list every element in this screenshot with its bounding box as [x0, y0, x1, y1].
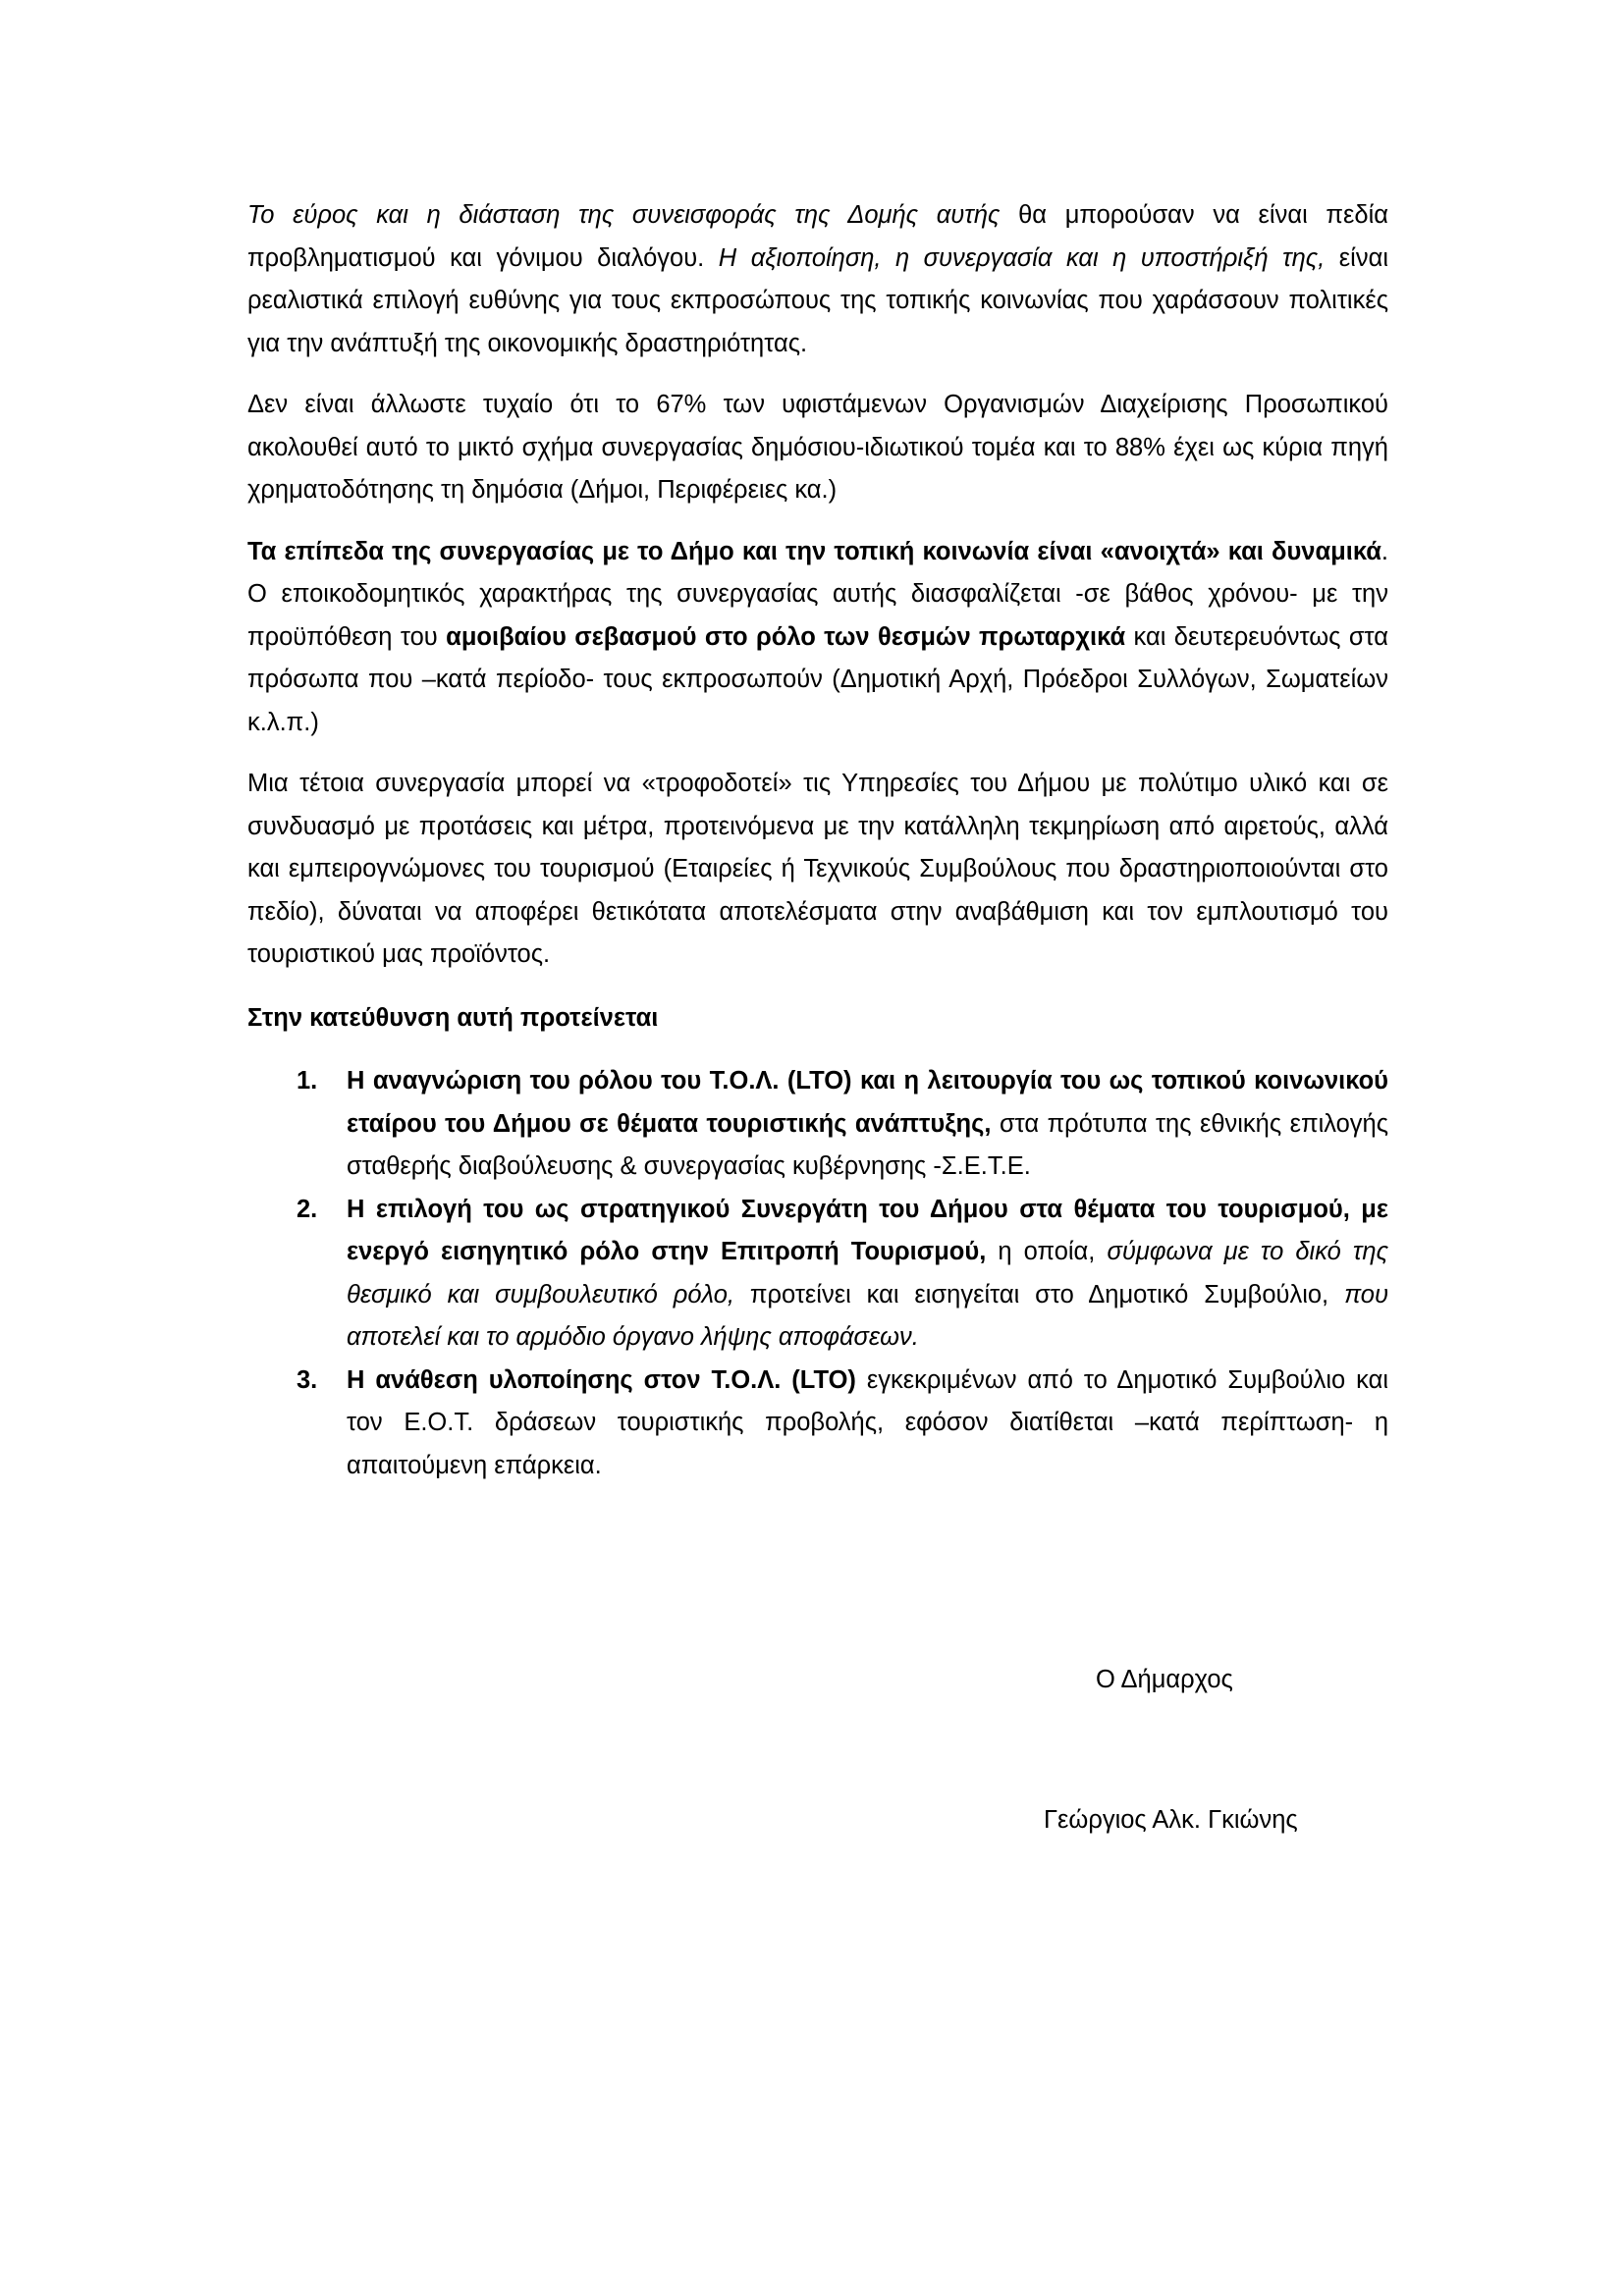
list-number: 3. [297, 1365, 318, 1394]
bold-text: Τα επίπεδα της συνεργασίας με το Δήμο και την τοπική κοινωνία είναι «ανοιχτά» και δυναμικά [247, 537, 1381, 565]
paragraph-statistics: Δεν είναι άλλωστε τυχαίο ότι το 67% των υφιστάμενων Οργανισμών Διαχείρισης Προσωπικού ακολουθεί αυτό το μικτό σχήμα συνεργασίας δημόσιου-ιδιωτικού τομέα και το 88% έχει ως κύρια πηγή χρηματοδότησης τη δημόσια (Δήμοι, Περιφέρειες κα.) [247, 391, 1388, 504]
italic-text: που αποτελεί και το αρμόδιο όργανο λήψης αποφάσεων. [347, 1280, 1388, 1351]
paragraph-cooperation-benefits: Μια τέτοια συνεργασία μπορεί να «τροφοδοτεί» τις Υπηρεσίες του Δήμου με πολύτιμο υλικό και σε συνδυασμό με προτάσεις και μέτρα, προτεινόμενα με την κατάλληλη τεκμηρίωση από αιρετούς, αλλά και εμπειρογνώμονες του τουρισμού (Εταιρείες ή Τεχνικούς Συμβούλους που δραστηριοποιούνται στο πεδίο), δύναται να αποφέρει θετικότατα αποτελέσματα στην αναβάθμιση και τον εμπλουτισμό του τουριστικού μας προϊόντος. [247, 770, 1388, 968]
italic-text: Η αξιοποίηση, η συνεργασία και η υποστήριξή της, [718, 243, 1326, 272]
paragraph-cooperation-levels [247, 531, 1388, 745]
paragraph-contribution [247, 194, 1388, 365]
italic-text: σύμφωνα με το δικό της θεσμικό και συμβουλευτικό ρόλο, [347, 1238, 1388, 1308]
bold-text: Η ανάθεση υλοποίησης στον Τ.Ο.Λ. (LTO) [347, 1365, 856, 1394]
proposal-list [247, 1060, 1388, 1487]
body-text: στα πρότυπα της εθνικής επιλογής σταθερής διαβούλευσης & συνεργασίας κυβέρνησης -Σ.Ε.Τ.Ε. [347, 1109, 1389, 1180]
body-text: και δευτερευόντως στα πρόσωπα που –κατά περίοδο- τους εκπροσωπούν (Δημοτική Αρχή, Πρόεδροι Συλλόγων, Σωματείων κ.λ.π.) [247, 622, 1389, 736]
italic-text: Το εύρος και η διάσταση της συνεισφοράς της Δομής αυτής [247, 201, 1001, 229]
list-number: 1. [297, 1067, 318, 1095]
body-text: είναι ρεαλιστικά επιλογή ευθύνης για τους εκπροσώπους της τοπικής κοινωνίας που χαράσσουν πολιτικές για την ανάπτυξή της οικονομικής δραστηριότητας. [247, 243, 1388, 357]
list-number: 2. [297, 1195, 318, 1223]
document-body [247, 194, 1388, 1487]
section-heading: Στην κατεύθυνση αυτή προτείνεται [247, 1003, 659, 1032]
list-item [247, 1060, 1388, 1189]
list-item [247, 1189, 1388, 1360]
signature-title: Ο Δήμαρχος [1096, 1666, 1233, 1693]
bold-text: Η επιλογή του ως στρατηγικού Συνεργάτη του Δήμου στα θέματα του τουρισμού, με ενεργό εισηγητικό ρόλο στην Επιτροπή Τουρισμού, [347, 1195, 1388, 1265]
body-text: . Ο εποικοδομητικός χαρακτήρας της συνεργασίας αυτής διασφαλίζεται -σε βάθος χρόνου- με την προϋπόθεση του [247, 537, 1388, 651]
body-text: θα μπορούσαν να είναι πεδία προβληματισμού και γόνιμου διαλόγου. [247, 201, 1388, 272]
body-text: προτείνει και εισηγείται στο Δημοτικό Συμβούλιο, [734, 1280, 1345, 1308]
body-text: η οποία, [986, 1238, 1108, 1265]
bold-text: αμοιβαίου σεβασμού στο ρόλο των θεσμών πρωταρχικά [446, 622, 1126, 651]
bold-text: Η αναγνώριση του ρόλου του Τ.Ο.Λ. (LTO) και η λειτουργία του ως τοπικού κοινωνικού εταίρου του Δήμου σε θέματα τουριστικής ανάπτυξης, [347, 1067, 1388, 1138]
list-item [247, 1360, 1388, 1488]
body-text: εγκεκριμένων από το Δημοτικό Συμβούλιο και τον Ε.Ο.Τ. δράσεων τουριστικής προβολής, εφόσον διατίθεται –κατά περίπτωση- η απαιτούμενη επάρκεια. [347, 1365, 1388, 1479]
signature-name: Γεώργιος Αλκ. Γκιώνης [1044, 1806, 1298, 1834]
